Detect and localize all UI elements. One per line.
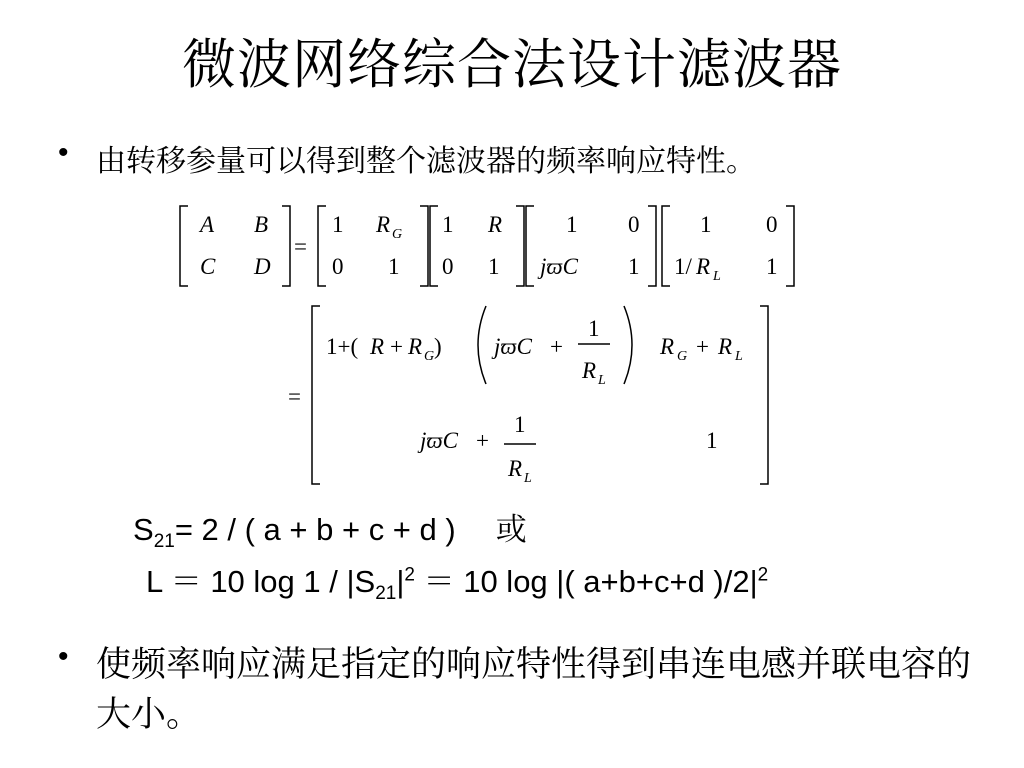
bullet-dot: • — [58, 640, 69, 673]
svg-text:R: R — [660, 334, 675, 359]
svg-text:1: 1 — [488, 254, 500, 279]
svg-text:): ) — [434, 334, 442, 359]
svg-text:0: 0 — [442, 254, 454, 279]
svg-text:1: 1 — [442, 212, 454, 237]
svg-text:0: 0 — [628, 212, 640, 237]
svg-text:0: 0 — [332, 254, 344, 279]
svg-text:+: + — [476, 428, 489, 453]
svg-text:R: R — [696, 254, 711, 279]
loss-part3: ＝ 10 log |( a+b+c+d )/2| — [414, 564, 758, 599]
loss-sub: 21 — [375, 583, 397, 605]
svg-text:R: R — [508, 456, 523, 481]
svg-text:R: R — [718, 334, 733, 359]
svg-text:=: = — [294, 234, 307, 259]
bullet-2-text: 使频率响应满足指定的响应特性得到串连电感并联电容的大小。 — [96, 645, 972, 735]
svg-text:1: 1 — [388, 254, 400, 279]
svg-text:1: 1 — [332, 212, 344, 237]
svg-text:R: R — [582, 358, 597, 383]
abcd-matrix-equation — [170, 198, 810, 492]
bullet-1-text: 由转移参量可以得到整个滤波器的频率响应特性。 — [96, 144, 756, 179]
svg-text:1: 1 — [628, 254, 640, 279]
svg-text:jϖC: jϖC — [420, 428, 458, 453]
svg-text:=: = — [288, 384, 301, 409]
svg-text:1: 1 — [700, 212, 712, 237]
svg-text:B: B — [254, 212, 269, 237]
loss-sup2: 2 — [757, 564, 769, 586]
svg-text:1+(: 1+( — [326, 334, 359, 359]
svg-text:jϖC: jϖC — [494, 334, 532, 359]
svg-text:R: R — [370, 334, 385, 359]
svg-text:L: L — [598, 373, 606, 388]
svg-text:jϖC: jϖC — [540, 254, 578, 279]
bullet-dot: • — [58, 136, 69, 169]
svg-text:+: + — [550, 334, 563, 359]
loss-part1: L ＝ 10 log 1 / |S — [146, 564, 376, 599]
svg-text:1/: 1/ — [674, 254, 692, 279]
svg-text:G: G — [677, 349, 688, 364]
s21-expression: = 2 / ( a + b + c + d ) — [174, 512, 456, 547]
svg-text:G: G — [392, 227, 403, 242]
svg-text:R: R — [488, 212, 503, 237]
svg-text:L: L — [713, 269, 721, 284]
svg-text:1: 1 — [766, 254, 778, 279]
svg-text:D: D — [254, 254, 271, 279]
svg-text:L: L — [524, 471, 532, 486]
svg-text:1: 1 — [706, 428, 718, 453]
svg-text:1: 1 — [566, 212, 578, 237]
svg-text:0: 0 — [766, 212, 778, 237]
svg-text:R: R — [376, 212, 391, 237]
svg-text:G: G — [424, 349, 435, 364]
svg-text:A: A — [200, 212, 215, 237]
svg-text:L: L — [735, 349, 743, 364]
svg-text:+: + — [696, 334, 709, 359]
svg-text:+: + — [390, 334, 403, 359]
svg-text:C: C — [200, 254, 216, 279]
svg-text:1: 1 — [588, 316, 600, 341]
loss-sup1: 2 — [404, 564, 415, 586]
loss-part2: | — [396, 564, 405, 599]
slide-title: 微波网络综合法设计滤波器 — [182, 33, 842, 96]
or-label: 或 — [495, 512, 527, 548]
loss-formula — [146, 556, 768, 605]
s21-formula — [133, 504, 527, 553]
svg-text:1: 1 — [514, 412, 526, 437]
svg-text:R: R — [408, 334, 423, 359]
s21-subscript: 21 — [153, 531, 175, 553]
s21-symbol: S — [133, 512, 154, 547]
